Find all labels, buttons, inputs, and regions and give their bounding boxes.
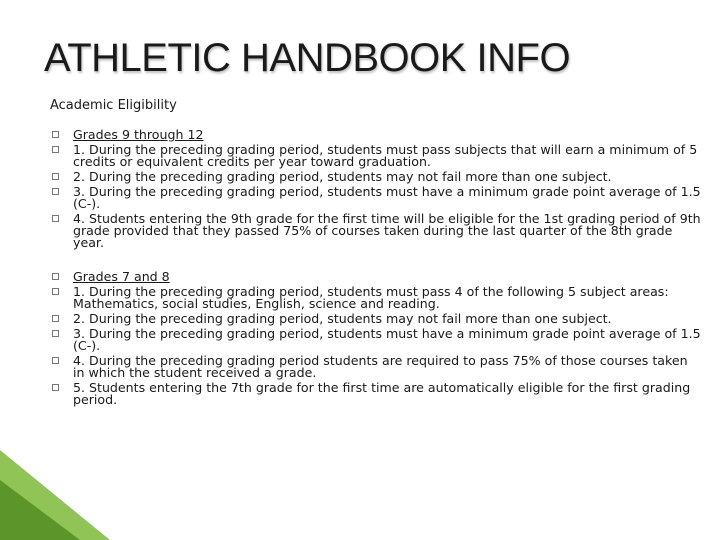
list-item-text: 3. During the preceding grading period, students must have a minimum grade point average of 1.5 (C-). bbox=[73, 184, 701, 211]
list-item-text: 5. Students entering the 7th grade for the first time are automatically eligible for the first grading period. bbox=[73, 380, 691, 407]
bullet-square-icon bbox=[52, 131, 59, 138]
bullet-square-icon bbox=[52, 315, 59, 322]
section-heading bbox=[52, 129, 702, 141]
list-item bbox=[52, 144, 702, 168]
bullet-square-icon bbox=[52, 188, 59, 195]
bullet-square-icon bbox=[52, 288, 59, 295]
bullet-square-icon bbox=[52, 357, 59, 364]
section-heading-text: Grades 7 and 8 bbox=[73, 269, 170, 284]
list-item-text: 4. Students entering the 9th grade for the first time will be eligible for the 1st grading period of 9th grade provided that they passed 75% of courses taken during the last quarter of the 8th grade year. bbox=[73, 211, 701, 250]
list-item-text: 2. During the preceding grading period, students may not fail more than one subject. bbox=[73, 169, 612, 184]
section-heading-text: Grades 9 through 12 bbox=[73, 127, 204, 142]
bullet-square-icon bbox=[52, 146, 59, 153]
list-item bbox=[52, 328, 702, 352]
bullet-square-icon bbox=[52, 173, 59, 180]
section-subtitle: Academic Eligibility bbox=[50, 98, 177, 113]
eligibility-section bbox=[52, 129, 702, 249]
list-item bbox=[52, 382, 702, 406]
bullet-square-icon bbox=[52, 330, 59, 337]
list-item bbox=[52, 213, 702, 249]
bullet-square-icon bbox=[52, 384, 59, 391]
list-item-text: 4. During the preceding grading period students are required to pass 75% of those courses taken in which the student received a grade. bbox=[73, 353, 688, 380]
corner-decoration bbox=[0, 450, 120, 540]
bullet-square-icon bbox=[52, 215, 59, 222]
list-item-text: 3. During the preceding grading period, students must have a minimum grade point average of 1.5 (C-). bbox=[73, 326, 701, 353]
list-item bbox=[52, 355, 702, 379]
list-item-text: 2. During the preceding grading period, students may not fail more than one subject. bbox=[73, 311, 612, 326]
section-heading bbox=[52, 271, 702, 283]
list-item bbox=[52, 171, 702, 183]
list-item bbox=[52, 313, 702, 325]
list-item-text: 1. During the preceding grading period, students must pass 4 of the following 5 subject areas: Mathematics, social studies, English, science and reading. bbox=[73, 284, 669, 311]
list-item bbox=[52, 186, 702, 210]
list-item bbox=[52, 286, 702, 310]
eligibility-section bbox=[52, 271, 702, 406]
slide-title: ATHLETIC HANDBOOK INFO bbox=[44, 36, 571, 80]
bullet-square-icon bbox=[52, 273, 59, 280]
bullet-content bbox=[52, 129, 702, 409]
list-item-text: 1. During the preceding grading period, students must pass subjects that will earn a minimum of 5 credits or equivalent credits per year toward graduation. bbox=[73, 142, 698, 169]
